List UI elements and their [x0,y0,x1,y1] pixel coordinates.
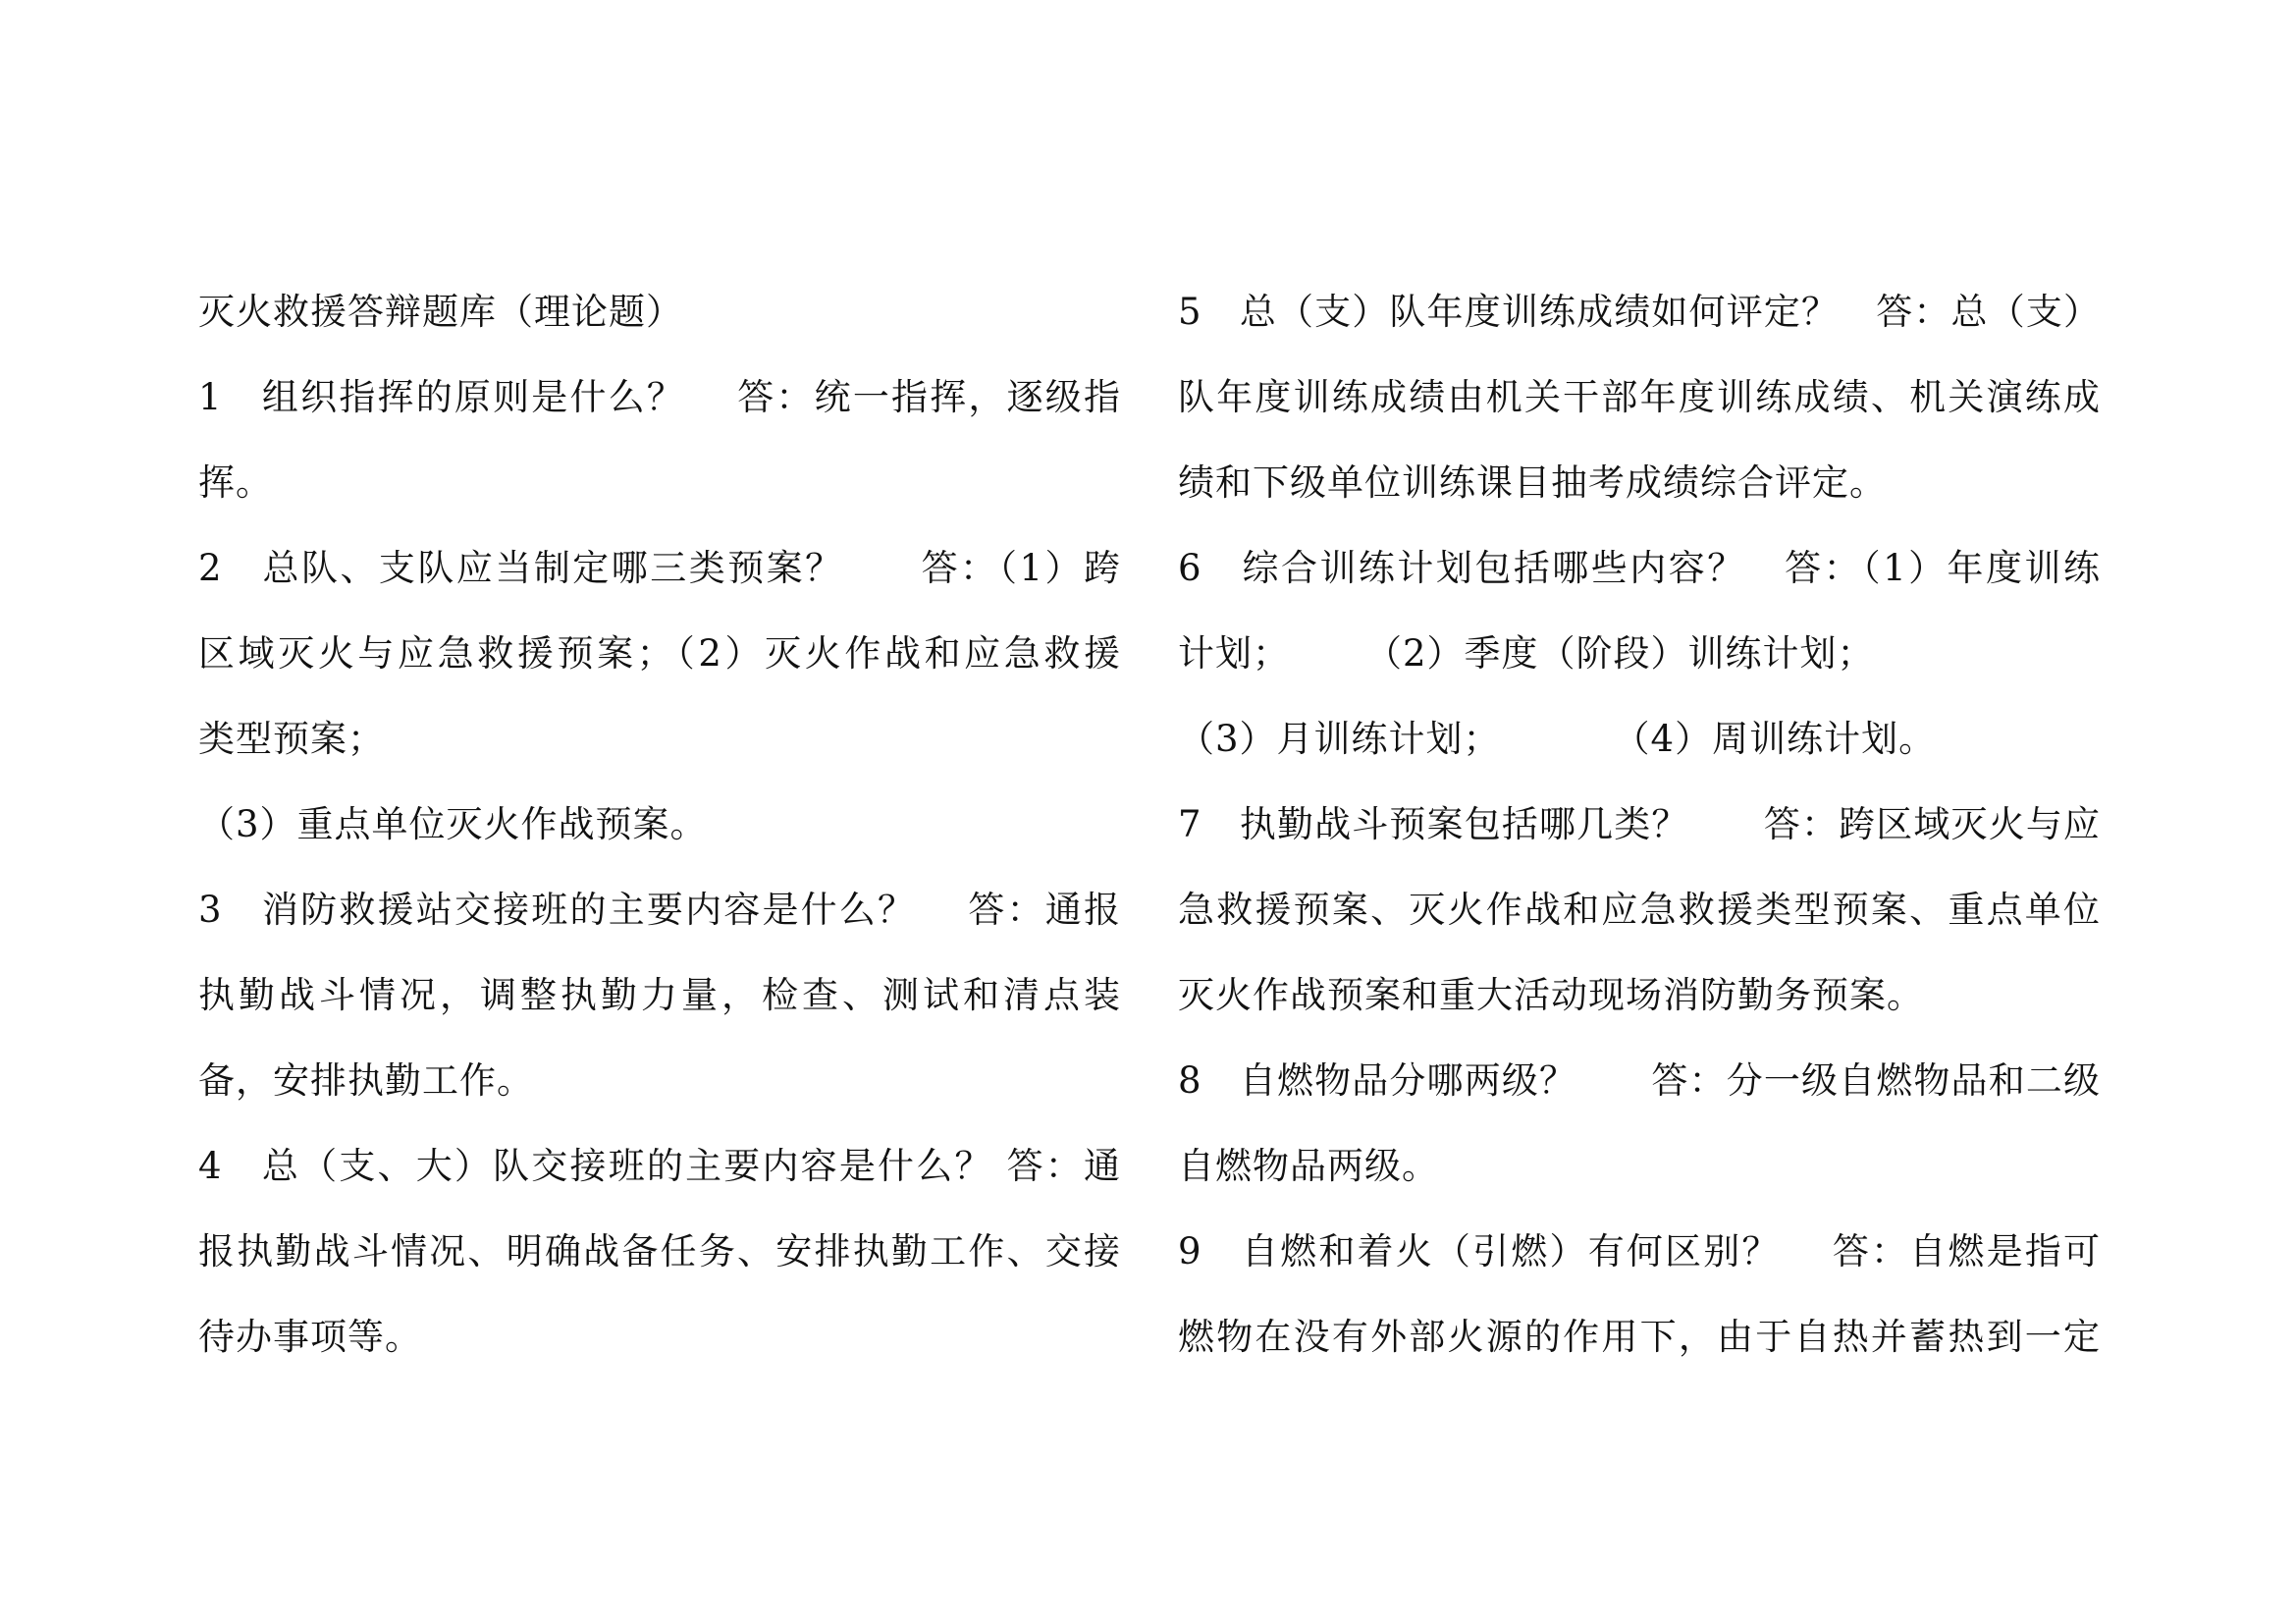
text-line: 区域灭火与应急救援预案；（2）灭火作战和应急救援 [198,632,1121,675]
text-line: （3）月训练计划； （4）周训练计划。 [1178,718,1937,760]
text-line: 5 总（支）队年度训练成绩如何评定？ 答：总（支） [1178,291,2101,333]
text-line: 4 总（支、大）队交接班的主要内容是什么？ 答：通 [198,1145,1121,1187]
text-line: 备，安排执勤工作。 [198,1059,534,1102]
text-line: 挥。 [198,461,273,504]
text-line: 报执勤战斗情况、明确战备任务、安排执勤工作、交接 [198,1230,1121,1272]
text-line: 6 综合训练计划包括哪些内容？ 答：（1）年度训练 [1178,547,2101,589]
text-line: 计划； （2）季度（阶段）训练计划； [1178,632,1875,675]
text-line: 急救援预案、灭火作战和应急救援类型预案、重点单位 [1178,889,2101,931]
text-line: 燃物在没有外部火源的作用下，由于自热并蓄热到一定 [1178,1316,2101,1358]
text-line: 待办事项等。 [198,1316,422,1358]
text-line: 1 组织指挥的原则是什么？ 答：统一指挥，逐级指 [198,376,1121,418]
right-column [1178,269,2101,1380]
document-title: 灭火救援答辩题库（理论题） [198,291,683,333]
left-column [198,269,1121,1380]
text-line: 自燃物品两级。 [1178,1145,1439,1187]
text-line: 3 消防救援站交接班的主要内容是什么？ 答：通报 [198,889,1121,931]
text-line: 队年度训练成绩由机关干部年度训练成绩、机关演练成 [1178,376,2101,418]
text-line: 类型预案； [198,718,385,760]
text-line: 绩和下级单位训练课目抽考成绩综合评定。 [1178,461,1887,504]
text-line: 2 总队、支队应当制定哪三类预案？ 答：（1）跨 [198,547,1121,589]
text-line: 8 自燃物品分哪两级？ 答：分一级自燃物品和二级 [1178,1059,2101,1102]
text-line: 7 执勤战斗预案包括哪几类？ 答：跨区域灭火与应 [1178,803,2101,845]
text-line: 9 自燃和着火（引燃）有何区别？ 答：自燃是指可 [1178,1230,2101,1272]
text-line: 执勤战斗情况，调整执勤力量，检查、测试和清点装 [198,974,1121,1016]
text-line: （3）重点单位灭火作战预案。 [198,803,708,845]
text-line: 灭火作战预案和重大活动现场消防勤务预案。 [1178,974,1924,1016]
